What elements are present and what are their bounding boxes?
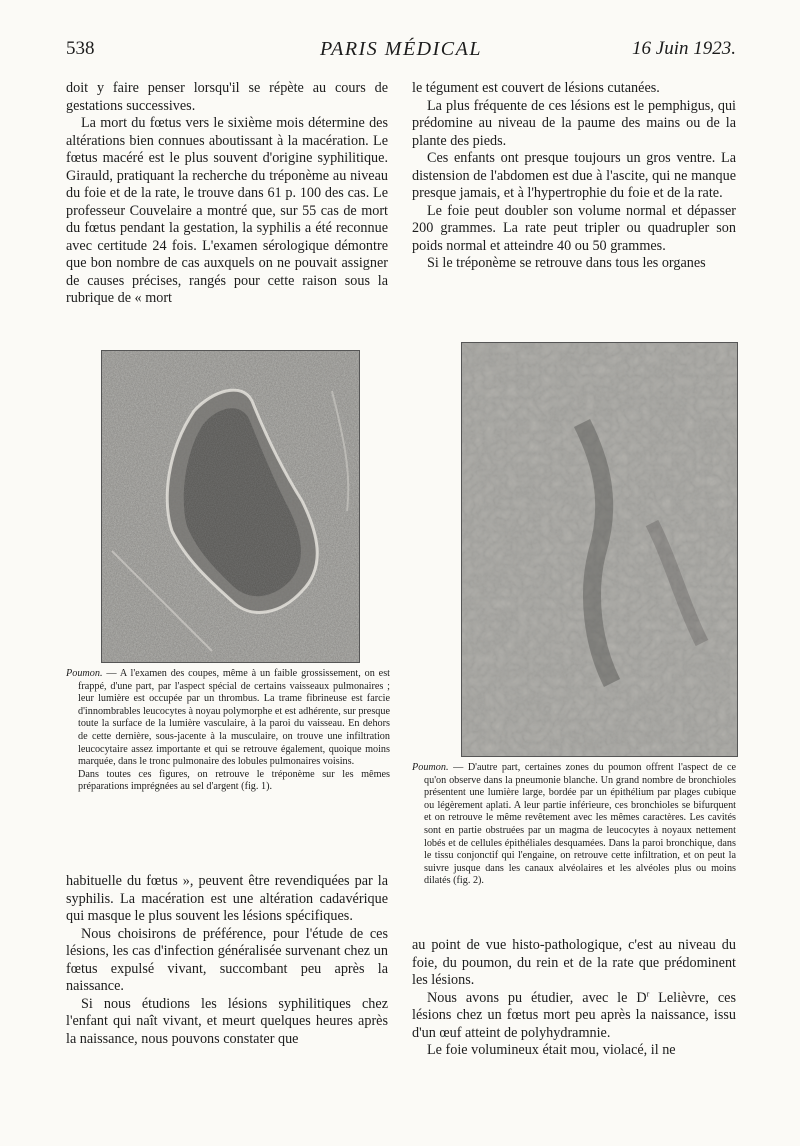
caption-text: — A l'examen des coupes, même à un faible grossissement, on est frappé, d'une part, par l'aspect spécial de certains vaisseaux pulmonaires ; leur lumière est occupée par un thrombus. La trame fibrineuse est farcie d'innombrables leucocytes à noyau polymorphe et est adhérente, sur presque toute la surface de la lumière vasculaire, à la paroi du vaisseau. En dehors de cette dernière, sous-jacente à la musculaire, on trouve une infiltration leucocytaire assez importante et qui se retrouve également, quoique moins marquée, dans le tronc pulmonaire des lobules pulmonaires voisins.: [78, 668, 390, 768]
text-run: Nous avons pu étudier, avec le D: [427, 989, 647, 1006]
journal-title: PARIS MÉDICAL: [320, 38, 482, 60]
caption-label: Poumon.: [412, 762, 449, 773]
paragraph: Si nous étudions les lésions syphilitiques chez l'enfant qui naît vivant, et meurt quelques heures après la naissance, nous pouvons constater que: [66, 995, 388, 1047]
paragraph: Ces enfants ont presque toujours un gros ventre. La distension de l'abdomen est due à l'ascite, qui ne manque presque jamais, et à l'hypertrophie du foie et de la rate.: [412, 150, 736, 201]
left-column-top: [66, 80, 388, 308]
figure-1-caption: [66, 668, 390, 794]
figure-2-micrograph: [461, 342, 738, 757]
page-number: 538: [66, 38, 95, 59]
paragraph: [412, 990, 736, 1043]
lung-vessel-thrombus-image: [102, 351, 359, 662]
left-column-bottom: [66, 873, 388, 1048]
right-column-top: [412, 80, 736, 273]
superscript: r: [646, 988, 650, 998]
paragraph: Le foie volumineux était mou, violacé, il ne: [427, 1042, 676, 1058]
paragraph: au point de vue histo-pathologique, c'est au niveau du foie, du poumon, du rein et de la rate que prédominent les lésions.: [412, 937, 736, 988]
paragraph: le tégument est couvert de lésions cutanées.: [412, 80, 660, 96]
paragraph: La plus fréquente de ces lésions est le pemphigus, qui prédomine au niveau de la paume des mains ou de la plante des pieds.: [412, 97, 736, 149]
text-run: Lelièvre, ces lésions chez un fœtus mort peu après la naissance, issu d'un œuf atteint de polyhydramnie.: [412, 989, 736, 1041]
issue-date: 16 Juin 1923.: [632, 38, 736, 59]
paragraph: La mort du fœtus vers le sixième mois détermine des altérations bien connues aboutissant à la macération. Le fœtus macéré est le plus souvent d'origine syphilitique. Girauld, pratiquant la recherche du tréponème au niveau du foie et de la rate, le trouve dans 61 p. 100 des cas. Le professeur Couvelaire a montré que, sur 55 cas de mort du fœtus pendant la gestation, la syphilis a été reconnue avec certitude 24 fois. L'examen sérologique démontre que bon nombre de cas auxquels on ne pouvait assigner de causes précises, rangés pour cette raison sous la rubrique de « mort: [66, 115, 388, 306]
right-column-bottom: [412, 937, 736, 1060]
lung-bronchiole-image: [462, 343, 737, 756]
caption-label: Poumon.: [66, 668, 103, 679]
running-header: [66, 38, 736, 66]
figure-2-caption: [412, 762, 736, 888]
paragraph: doit y faire penser lorsqu'il se répète au cours de gestations successives.: [66, 80, 388, 114]
caption-text: — D'autre part, certaines zones du poumon offrent l'aspect de ce qu'on observe dans la pneumonie blanche. Un grand nombre de bronchioles présentent une lumière large, bordée par un épithélium par plages cubique ou légèrement aplati. A leur partie inférieure, ces bronchioles se bifurquent et on retrouve le même revêtement avec les mêmes caractères. Les cavités sont en partie obstruées par un magma de leucocytes à noyaux nettement lobés et de cellules épithéliales desquamées. Dans la paroi bronchique, dans le tissu conjonctif qui l'engaine, on retrouve cette infiltration, et on peut la suivre jusque dans les canaux alvéolaires et les alvéoles plus ou moins dilatés (fig. 2).: [424, 762, 737, 887]
paragraph: Le foie peut doubler son volume normal et dépasser 200 grammes. La rate peut tripler ou quadrupler son poids normal et atteindre 40 ou 50 grammes.: [412, 202, 736, 254]
paragraph: Si le tréponème se retrouve dans tous les organes: [427, 255, 706, 271]
caption-text: Dans toutes ces figures, on retrouve le tréponème sur les mêmes préparations imprégnées au sel d'argent (fig. 1).: [78, 768, 390, 793]
paragraph: Nous choisirons de préférence, pour l'étude de ces lésions, les cas d'infection généralisée survenant chez un fœtus expulsé vivant, succombant peu après la naissance.: [66, 925, 388, 994]
figure-1-micrograph: [101, 350, 360, 663]
paragraph: habituelle du fœtus », peuvent être revendiquées par la syphilis. La macération est une altération cadavérique qui masque le plus souvent les lésions spécifiques.: [66, 873, 388, 924]
